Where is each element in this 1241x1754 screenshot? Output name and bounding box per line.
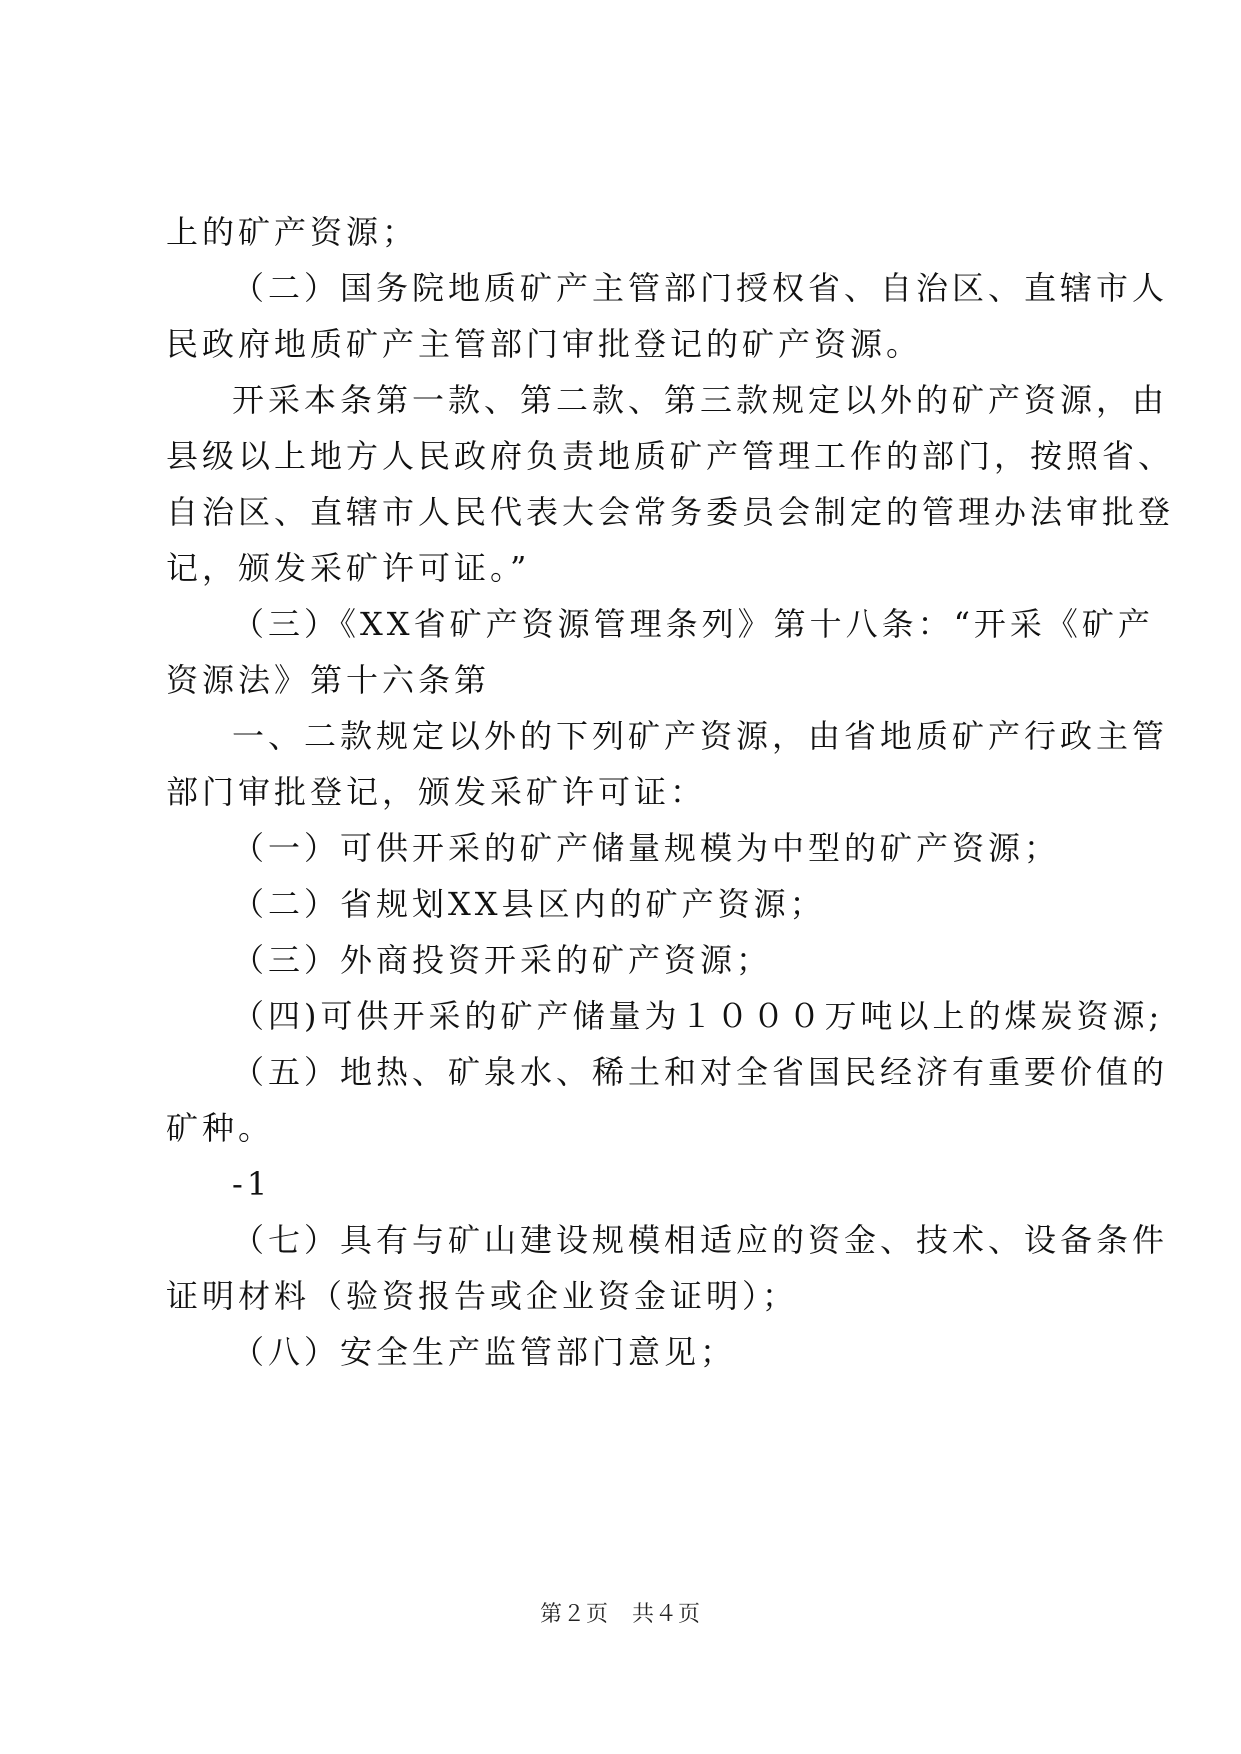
text-line-11: 部门审批登记，颁发采矿许可证： bbox=[166, 773, 707, 811]
page-number: 第２页 共４页 bbox=[539, 1602, 701, 1627]
text-line-7: 记，颁发采矿许可证。” bbox=[166, 549, 531, 587]
text-line-9: 资源法》第十六条第 bbox=[166, 661, 491, 699]
text-line-4: 开采本条第一款、第二款、第三款规定以外的矿产资源，由 bbox=[232, 381, 1169, 419]
text-line-17: 矿种。 bbox=[166, 1109, 275, 1147]
text-line-19: （七）具有与矿山建设规模相适应的资金、技术、设备条件 bbox=[232, 1221, 1169, 1259]
text-line-6: 自治区、直辖市人民代表大会常务委员会制定的管理办法审批登 bbox=[166, 493, 1175, 531]
text-line-8: （三）《XX省矿产资源管理条列》第十八条：“开采《矿产 bbox=[232, 605, 1154, 643]
text-line-12: （一）可供开采的矿产储量规模为中型的矿产资源； bbox=[232, 829, 1061, 867]
text-line-20: 证明材料（验资报告或企业资金证明）； bbox=[166, 1277, 799, 1315]
text-line-5: 县级以上地方人民政府负责地质矿产管理工作的部门，按照省、 bbox=[166, 437, 1175, 475]
text-line-2: （二）国务院地质矿产主管部门授权省、自治区、直辖市人 bbox=[232, 269, 1169, 307]
text-line-10: 一、二款规定以外的下列矿产资源，由省地质矿产行政主管 bbox=[232, 717, 1169, 755]
text-line-21: （八）安全生产监管部门意见； bbox=[232, 1333, 737, 1371]
text-line-13: （二）省规划XX县区内的矿产资源； bbox=[232, 885, 826, 923]
text-line-3: 民政府地质矿产主管部门审批登记的矿产资源。 bbox=[166, 325, 923, 363]
text-line-16: （五）地热、矿泉水、稀土和对全省国民经济有重要价值的 bbox=[232, 1053, 1169, 1091]
text-line-1: 上的矿产资源； bbox=[166, 213, 419, 251]
text-line-14: （三）外商投资开采的矿产资源； bbox=[232, 941, 773, 979]
text-line-18: -1 bbox=[232, 1165, 272, 1203]
text-line-15: （四)可供开采的矿产储量为１０００万吨以上的煤炭资源; bbox=[232, 997, 1164, 1035]
